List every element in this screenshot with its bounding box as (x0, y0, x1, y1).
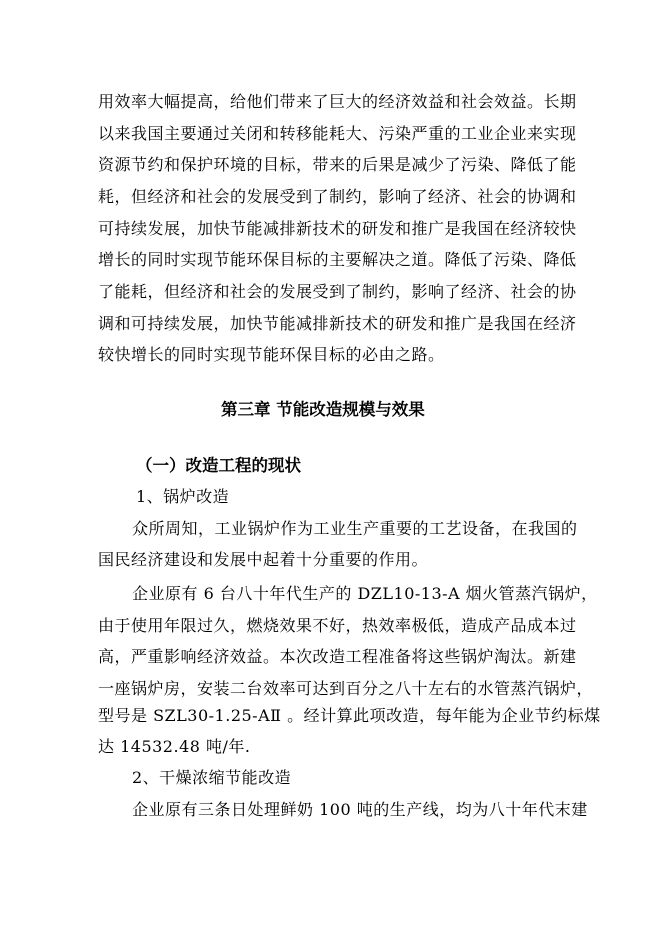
text-line: 达 14532.48 吨/年. (98, 737, 251, 756)
text-line: 一座锅炉房，安装二台效率可达到百分之八十左右的水管蒸汽锅炉， (98, 679, 594, 698)
text-line: 可持续发展，加快节能减排新技术的研发和推广是我国在经济较快 (98, 219, 577, 238)
text-line: 国民经济建设和发展中起着十分重要的作用。 (98, 550, 429, 569)
text-line: 调和可持续发展，加快节能减排新技术的研发和推广是我国在经济 (98, 314, 577, 333)
chapter-title: 第三章 节能改造规模与效果 (221, 400, 425, 419)
text-line: 增长的同时实现节能环保目标的主要解决之道。降低了污染、降低 (98, 250, 577, 269)
text-line: 由于使用年限过久，燃烧效果不好，热效率极低，造成产品成本过 (98, 616, 577, 635)
text-line: 众所周知，工业锅炉作为工业生产重要的工艺设备，在我国的 (132, 519, 578, 538)
subsection-title: 2、干燥浓缩节能改造 (132, 768, 292, 787)
text-line: 高，严重影响经济效益。本次改造工程准备将这些锅炉淘汰。新建 (98, 647, 577, 666)
text-line: 企业原有 6 台八十年代生产的 DZL10-13-A 烟火管蒸汽锅炉， (132, 584, 598, 603)
text-line: 以来我国主要通过关闭和转移能耗大、污染严重的工业企业来实现 (98, 124, 577, 143)
text-line: 较快增长的同时实现节能环保目标的必由之路。 (98, 345, 445, 364)
text-line: 企业原有三条日处理鲜奶 100 吨的生产线，均为八十年代末建 (132, 800, 588, 819)
text-line: 了能耗，但经济和社会的发展受到了制约，影响了经济、社会的协 (98, 282, 577, 301)
subsection-title: 1、锅炉改造 (136, 487, 230, 506)
section-title: （一）改造工程的现状 (136, 456, 301, 475)
text-line: 用效率大幅提高，给他们带来了巨大的经济效益和社会效益。长期 (98, 92, 577, 111)
text-line: 型号是 SZL30-1.25-AⅡ 。经计算此项改造，每年能为企业节约标煤 (98, 706, 601, 725)
text-line: 耗，但经济和社会的发展受到了制约，影响了经济、社会的协调和 (98, 187, 577, 206)
text-line: 资源节约和保护环境的目标，带来的后果是减少了污染、降低了能 (98, 155, 577, 174)
